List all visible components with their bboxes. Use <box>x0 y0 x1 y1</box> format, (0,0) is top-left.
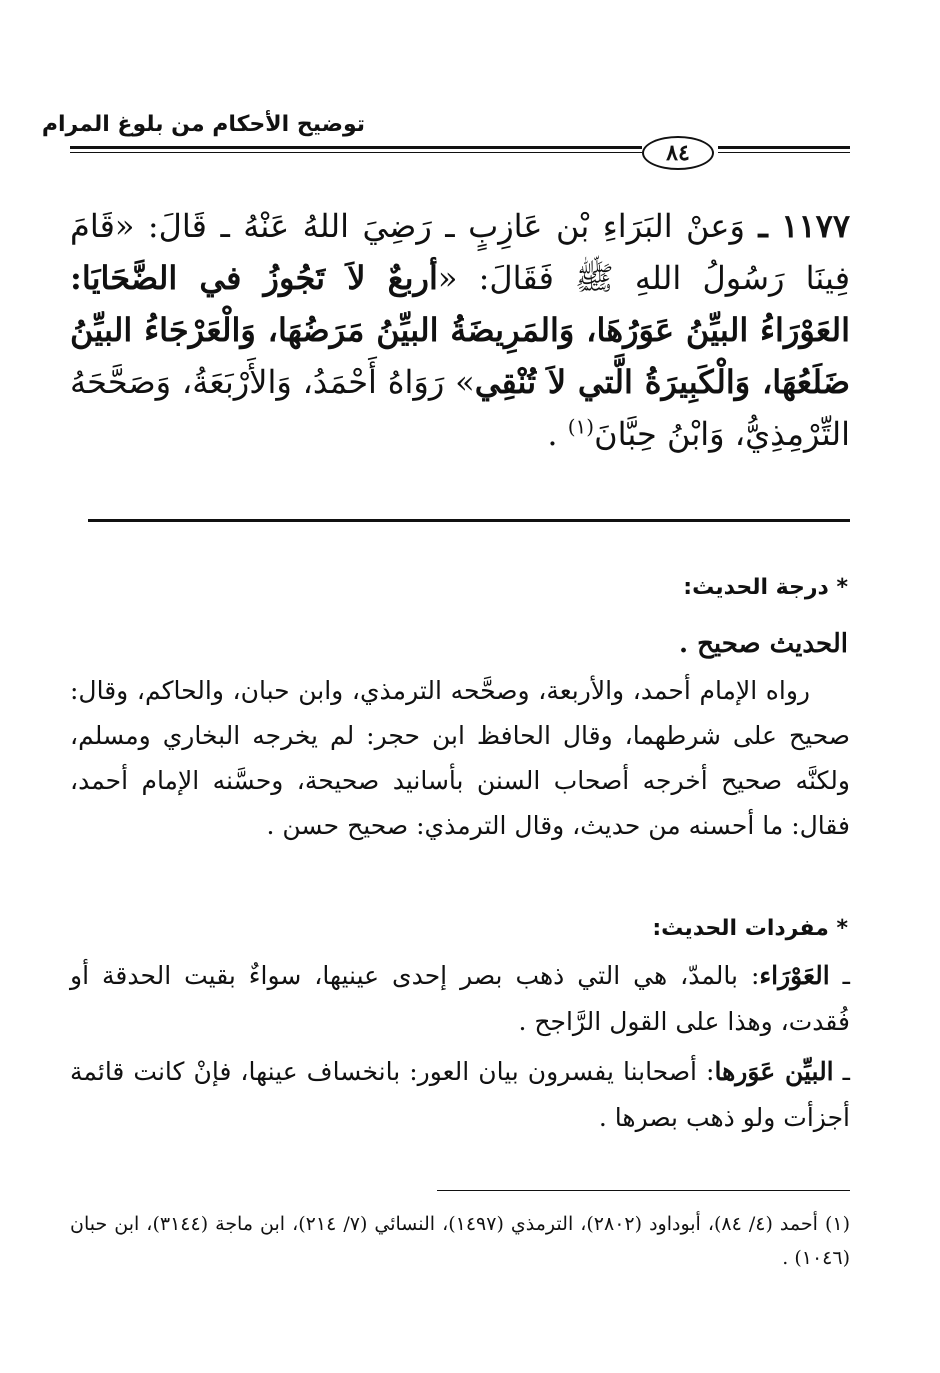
grade-paragraph: رواه الإمام أحمد، والأربعة، وصحَّحه الترمذي، وابن حبان، والحاكم، وقال: صحيح على شرطهما، وقال الحافظ ابن حجر: لم يخرجه البخاري ومسلم، ولكنَّه صحيح أخرجه أصحاب السنن بأسانيد صحيحة، وحسَّنه الإمام أحمد، فقال: ما أحسنه من حديث، وقال الترمذي: صحيح حسن . <box>70 676 850 840</box>
vocab-heading: * مفردات الحديث: <box>652 916 848 941</box>
footnote-mark: (١) <box>824 1213 850 1235</box>
vocab-definition: : بالمدّ، هي التي ذهب بصر إحدى عينيها، سواءٌ بقيت الحدقة أو فُقدت، وهذا على القول الرَّاجح . <box>70 961 850 1036</box>
footnote-text: أحمد (٤/ ٨٤)، أبوداود (٢٨٠٢)، الترمذي (١٤٩٧)، النسائي (٧/ ٢١٤)، ابن ماجة (٣١٤٤)، ابن حبان (١٠٤٦) . <box>70 1213 850 1269</box>
footnote-rule <box>437 1190 850 1191</box>
hadith-number-dash: ـ <box>758 207 768 245</box>
vocab-term: البيِّن عَوَرها <box>714 1057 834 1086</box>
vocab-item <box>70 953 850 1045</box>
hadith-end: . <box>547 415 568 453</box>
vocab-definition: : أصحابنا يفسرون بيان العور: بانخساف عينها، فإنْ كانت قائمة أجزأت ولو ذهب بصرها . <box>70 1057 850 1132</box>
running-header-title: توضيح الأحكام من بلوغ المرام <box>41 112 365 137</box>
footnote-reference: (١) <box>567 414 595 439</box>
hadith-isnad: وَعنْ البَرَاءِ بْن عَازِبٍ ـ رَضِيَ اللهُ عَنْهُ ـ قَالَ: «قَامَ فِينَا رَسُولُ اللهِ ﷺ فَقَالَ: « <box>70 207 851 297</box>
hadith-takhrij: » رَوَاهُ أَحْمَدُ، وَالأَرْبَعَةُ، وَصَحَّحَهُ التِّرْمِذِيُّ، وَابْنُ حِبَّانَ <box>70 363 850 453</box>
section-divider <box>88 519 850 522</box>
footnote <box>70 1207 850 1275</box>
vocab-dash: ـ <box>833 1057 850 1086</box>
grade-verdict: الحديث صحيح . <box>679 629 848 659</box>
hadith-number: ١١٧٧ <box>781 207 851 245</box>
vocab-item <box>70 1049 850 1141</box>
grade-heading: * درجة الحديث: <box>683 575 848 600</box>
header-rule-left <box>70 146 642 156</box>
vocab-dash: ـ <box>829 961 850 990</box>
vocab-term: العَوْرَاء <box>759 961 830 990</box>
hadith-text <box>70 200 850 460</box>
page-number: ٨٤ <box>642 136 714 170</box>
header-rule-right <box>718 146 850 156</box>
hadith-matn: أربعٌ لاَ تَجُوزُ في الضَّحَايَا: العَوْرَاءُ البيِّنُ عَوَرُهَا، وَالمَرِيضَةُ البيِّنُ مَرَضُهَا، وَالْعَرْجَاءُ البيِّنُ ضَلَعُهَا، وَالْكَبِيرَةُ الَّتي لاَ تُنْقِي <box>70 259 851 401</box>
